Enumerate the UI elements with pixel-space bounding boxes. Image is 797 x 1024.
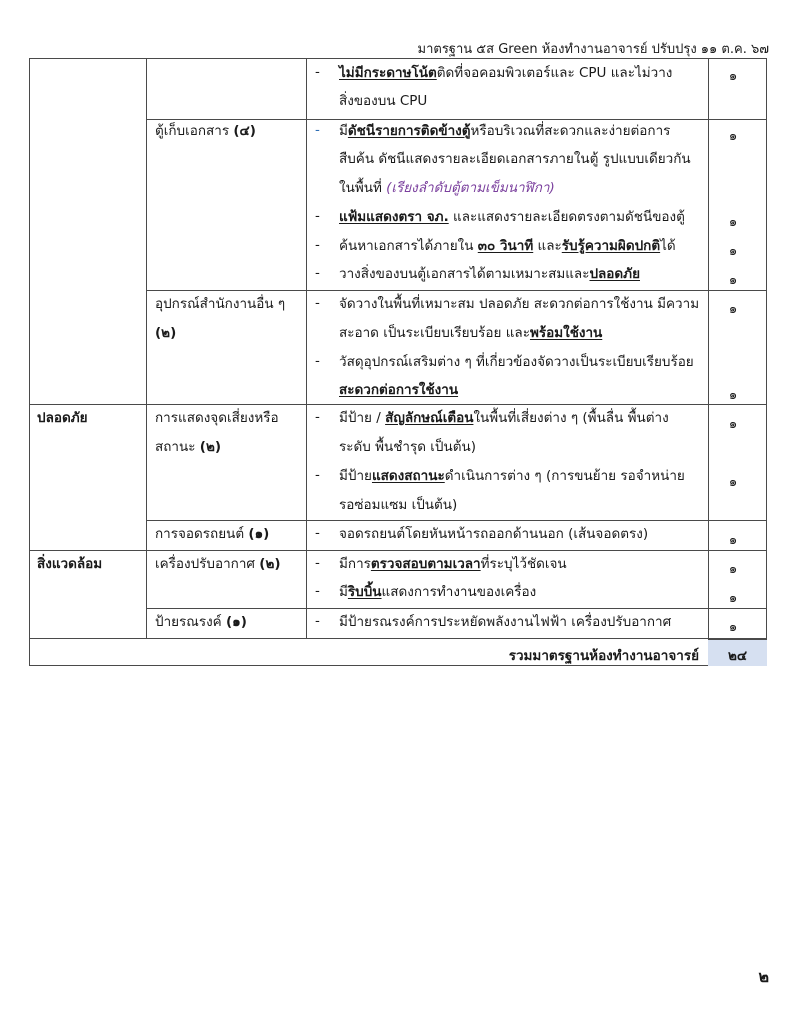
criterion-count: ๑ bbox=[728, 243, 738, 259]
page-header: มาตรฐาน ๕ส Green ห้องทำงานอาจารย์ ปรับปรุง ๑๑ ต.ค. ๖๗ bbox=[417, 42, 769, 57]
criterion-count: ๑ bbox=[728, 68, 738, 84]
criterion-text: จอดรถยนต์โดยหันหน้ารถออกด้านนอก (เส้นจอดตรง) bbox=[339, 526, 649, 542]
criterion-text: สิ่งของบน CPU bbox=[339, 93, 428, 109]
row-divider bbox=[146, 119, 767, 120]
criterion-count: ๑ bbox=[728, 214, 738, 230]
bullet-dash: - bbox=[315, 613, 320, 629]
category-label: ปลอดภัย bbox=[37, 410, 88, 426]
criterion-text: มีริบบิ้นแสดงการทำงานของเครื่อง bbox=[339, 584, 537, 600]
bullet-dash: - bbox=[315, 265, 320, 281]
item-name: ตู้เก็บเอกสาร (๔) bbox=[155, 123, 256, 139]
criterion-count: ๑ bbox=[728, 416, 738, 432]
item-name: การจอดรถยนต์ (๑) bbox=[155, 526, 270, 542]
criterion-count: ๑ bbox=[728, 532, 738, 548]
bullet-dash: - bbox=[315, 237, 320, 253]
standards-table bbox=[29, 58, 767, 666]
total-value: ๒๔ bbox=[727, 648, 748, 664]
criterion-text: สะดวกต่อการใช้งาน bbox=[339, 382, 459, 398]
criterion-count: ๑ bbox=[728, 619, 738, 635]
criterion-count: ๑ bbox=[728, 128, 738, 144]
criterion-count: ๑ bbox=[728, 474, 738, 490]
criterion-text: แฟ้มแสดงตรา จภ. และแสดงรายละเอียดตรงตามดัชนีของตู้ bbox=[339, 209, 685, 225]
bullet-dash: - bbox=[315, 353, 320, 369]
criterion-text: มีป้ายรณรงค์การประหยัดพลังงานไฟฟ้า เครื่องปรับอากาศ bbox=[339, 614, 672, 630]
criterion-text: สืบค้น ดัชนีแสดงรายละเอียดเอกสารภายในตู้ รูปแบบเดียวกัน bbox=[339, 151, 691, 167]
bullet-dash: - bbox=[315, 409, 320, 425]
bullet-dash: - bbox=[315, 64, 320, 80]
bullet-dash: - bbox=[315, 122, 320, 138]
total-label: รวมมาตรฐานห้องทำงานอาจารย์ bbox=[508, 648, 699, 664]
category-label: สิ่งแวดล้อม bbox=[37, 556, 103, 572]
criterion-count: ๑ bbox=[728, 301, 738, 317]
criterion-text: มีการตรวจสอบตามเวลาที่ระบุไว้ชัดเจน bbox=[339, 556, 567, 572]
bullet-dash: - bbox=[315, 208, 320, 224]
criterion-text: มีป้ายแสดงสถานะดำเนินการต่าง ๆ (การขนย้าย รอจำหน่าย bbox=[339, 468, 685, 484]
item-name: เครื่องปรับอากาศ (๒) bbox=[155, 556, 281, 572]
bullet-dash: - bbox=[315, 555, 320, 571]
criterion-text: รอซ่อมแซม เป็นต้น) bbox=[339, 497, 458, 513]
criterion-text: มีดัชนีรายการติดข้างตู้หรือบริเวณที่สะดวกและง่ายต่อการ bbox=[339, 123, 671, 139]
col-divider-1 bbox=[146, 58, 147, 638]
criterion-text: ค้นหาเอกสารได้ภายใน ๓๐ วินาที และรับรู้ความผิดปกติได้ bbox=[339, 238, 676, 254]
row-divider bbox=[146, 520, 767, 521]
row-divider bbox=[146, 290, 767, 291]
criterion-text: วางสิ่งของบนตู้เอกสารได้ตามเหมาะสมและปลอดภัย bbox=[339, 266, 640, 282]
bullet-dash: - bbox=[315, 467, 320, 483]
row-divider bbox=[146, 608, 767, 609]
item-name: อุปกรณ์สำนักงานอื่น ๆ bbox=[155, 296, 286, 312]
table-border-top bbox=[29, 58, 767, 59]
item-count: (๒) bbox=[155, 325, 177, 341]
criterion-count: ๑ bbox=[728, 561, 738, 577]
row-divider bbox=[29, 638, 767, 639]
criterion-text: วัสดุอุปกรณ์เสริมต่าง ๆ ที่เกี่ยวข้องจัดวางเป็นระเบียบเรียบร้อย bbox=[339, 354, 694, 370]
criterion-text: ระดับ พื้นชำรุด เป็นต้น) bbox=[339, 439, 476, 455]
table-border-left bbox=[29, 58, 30, 666]
criterion-text: ในพื้นที่ (เรียงลำดับตู้ตามเข็มนาฬิกา) bbox=[339, 180, 555, 196]
row-divider bbox=[29, 404, 767, 405]
criterion-count: ๑ bbox=[728, 590, 738, 606]
col-divider-2 bbox=[306, 58, 307, 638]
item-name: ป้ายรณรงค์ (๑) bbox=[155, 614, 247, 630]
criterion-text: ไม่มีกระดาษโน้ตติดที่จอคอมพิวเตอร์และ CPU และไม่วาง bbox=[339, 65, 673, 81]
bullet-dash: - bbox=[315, 295, 320, 311]
criterion-count: ๑ bbox=[728, 387, 738, 403]
item-name: สถานะ (๒) bbox=[155, 439, 222, 455]
bullet-dash: - bbox=[315, 583, 320, 599]
criterion-count: ๑ bbox=[728, 272, 738, 288]
criterion-text: จัดวางในพื้นที่เหมาะสม ปลอดภัย สะดวกต่อการใช้งาน มีความ bbox=[339, 296, 700, 312]
row-divider bbox=[29, 550, 767, 551]
criterion-text: สะอาด เป็นระเบียบเรียบร้อย และพร้อมใช้งาน bbox=[339, 325, 603, 341]
page-number: ๒ bbox=[758, 967, 769, 986]
item-name: การแสดงจุดเสี่ยงหรือ bbox=[155, 410, 279, 426]
bullet-dash: - bbox=[315, 525, 320, 541]
criterion-text: มีป้าย / สัญลักษณ์เตือนในพื้นที่เสี่ยงต่าง ๆ (พื้นลื่น พื้นต่าง bbox=[339, 410, 669, 426]
